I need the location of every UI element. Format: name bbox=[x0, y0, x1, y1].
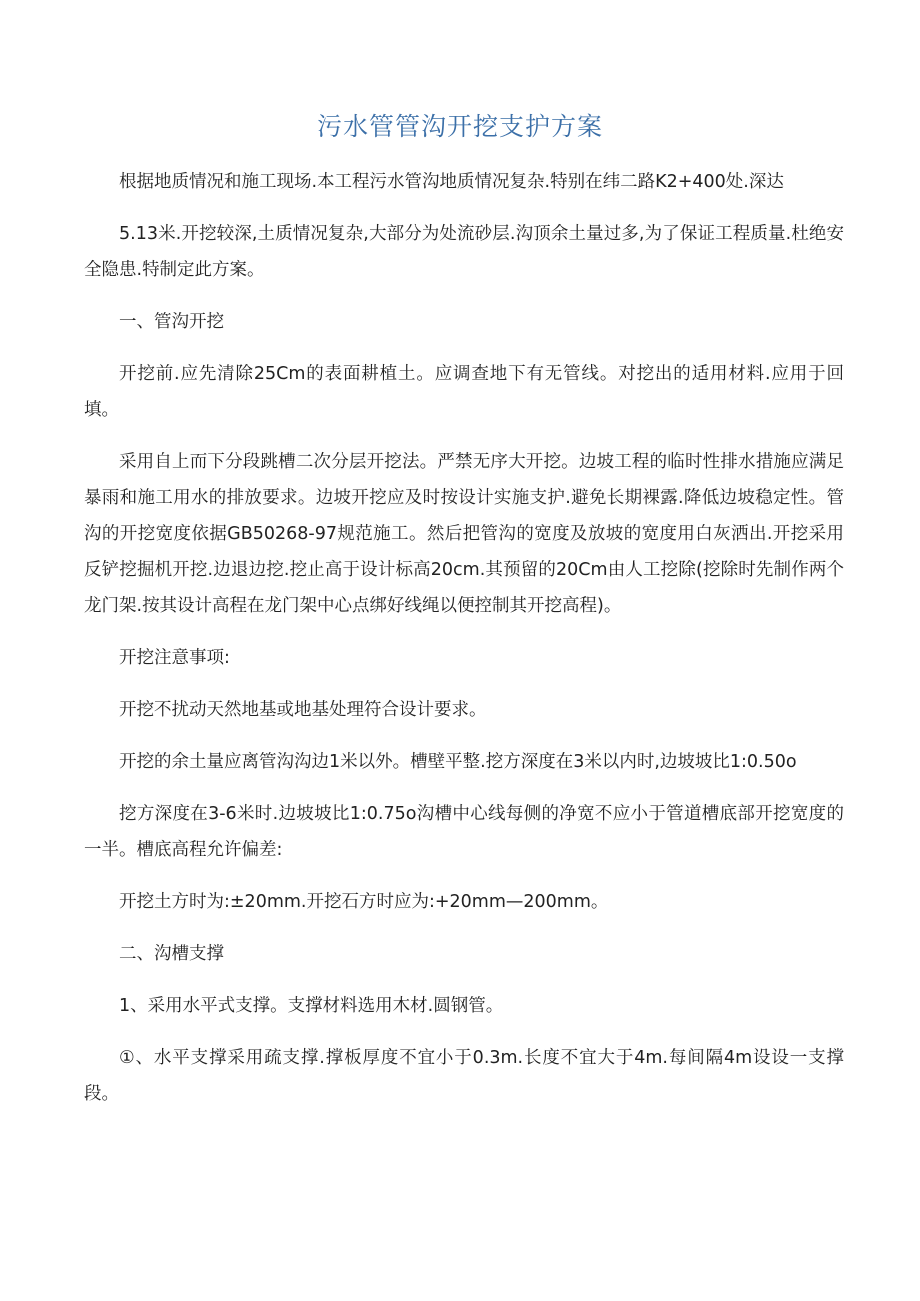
paragraph-support-type: 1、采用水平式支撑。支撑材料选用木材.圆钢管。 bbox=[119, 996, 504, 1016]
paragraph-foundation: 开挖不扰动天然地基或地基处理符合设计要求。 bbox=[119, 700, 487, 720]
document-body bbox=[84, 164, 844, 1128]
paragraph-depth: 5.13米.开挖较深,土质情况复杂,大部分为处流砂层.沟顶余土量过多,为了保证工程质量.杜绝安全隐患.特制定此方案。 bbox=[84, 224, 844, 280]
paragraph-pre-excavation: 开挖前.应先清除25Cm的表面耕植土。应调查地下有无管线。对挖出的适用材料.应用于回填。 bbox=[84, 364, 844, 420]
section-heading-excavation: 一、管沟开挖 bbox=[119, 312, 224, 332]
document-title: 污水管管沟开挖支护方案 bbox=[316, 112, 603, 141]
paragraph-slope: 挖方深度在3-6米时.边坡坡比1:0.75o沟槽中心线每侧的净宽不应小于管道槽底部开挖宽度的一半。槽底高程允许偏差: bbox=[84, 804, 844, 860]
section-heading-support: 二、沟槽支撑 bbox=[119, 944, 224, 964]
paragraph-method: 采用自上而下分段跳槽二次分层开挖法。严禁无序大开挖。边坡工程的临时性排水措施应满足暴雨和施工用水的排放要求。边坡开挖应及时按设计实施支护.避免长期裸露.降低边坡稳定性。管沟的开挖宽度依据GB50268-97规范施工。然后把管沟的宽度及放坡的宽度用白灰洒出.开挖采用反铲挖掘机开挖.边退边挖.挖止高于设计标高20cm.其预留的20Cm由人工挖除(挖除时先制作两个龙门架.按其设计高程在龙门架中心点绑好线绳以便控制其开挖高程)。 bbox=[84, 452, 844, 616]
paragraph-notes-heading: 开挖注意事项: bbox=[119, 648, 230, 668]
paragraph-support-detail: ①、水平支撑采用疏支撑.撑板厚度不宜小于0.3m.长度不宜大于4m.每间隔4m设设一支撑段。 bbox=[84, 1048, 844, 1104]
paragraph-spoil: 开挖的余土量应离管沟沟边1米以外。槽壁平整.挖方深度在3米以内时,边坡坡比1:0.50o bbox=[119, 752, 797, 772]
paragraph-intro: 根据地质情况和施工现场.本工程污水管沟地质情况复杂.特别在纬二路K2+400处.深达 bbox=[119, 172, 784, 192]
paragraph-tolerance: 开挖土方时为:±20mm.开挖石方时应为:+20mm—200mm。 bbox=[119, 892, 609, 912]
